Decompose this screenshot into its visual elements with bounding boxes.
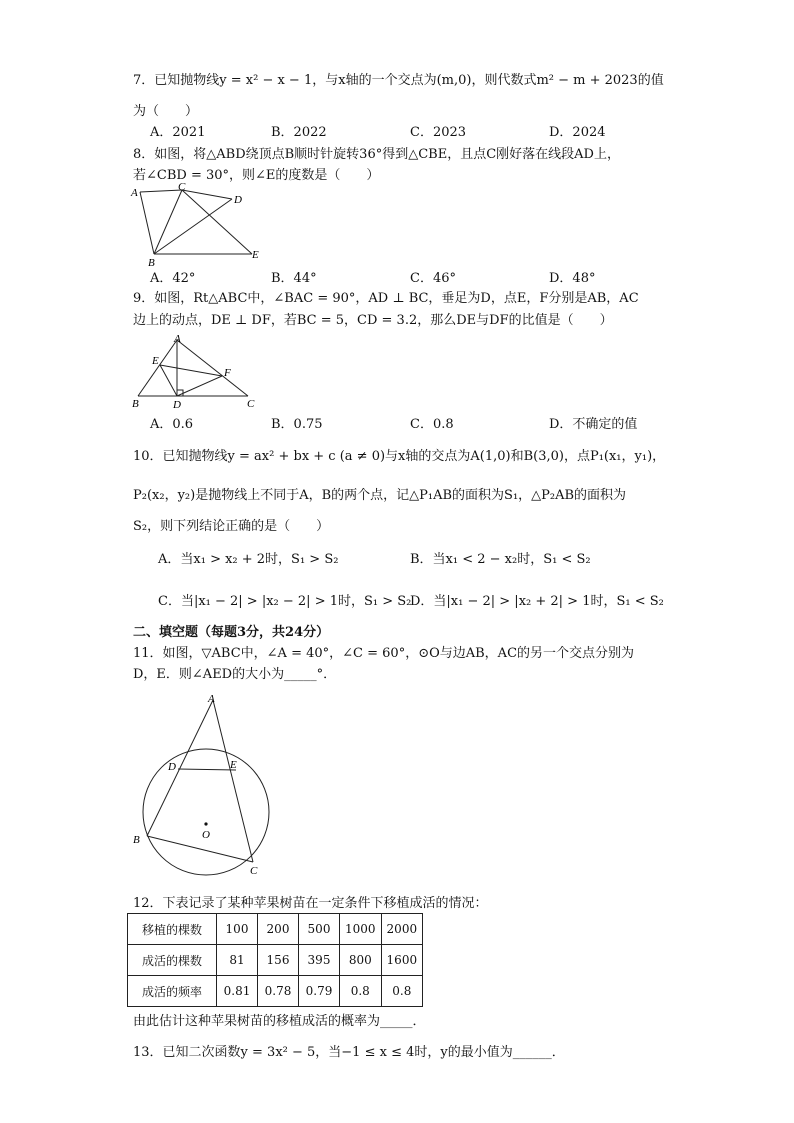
q11-label-c: C [250, 865, 258, 877]
q8-stem-line1: 8．如图，将△ABD绕顶点B顺时针旋转36°得到△CBE，且点C刚好落在线段AD上， [133, 147, 620, 162]
table-cell: 2000 [381, 914, 423, 945]
section-heading-fill-in: 二、填空题（每题3分，共24分） [133, 625, 330, 640]
q8-option-b[interactable]: B．44° [271, 271, 317, 286]
q11-label-a: A [208, 693, 215, 705]
table-cell: 1600 [381, 945, 423, 976]
q9-label-d: D [173, 399, 181, 409]
q10-stem-line1: 10．已知抛物线y = ax² + bx + c (a ≠ 0)与x轴的交点为A(1,0)和B(3,0)，点P₁(x₁，y₁)， [133, 449, 666, 464]
q8-option-a[interactable]: A．42° [150, 271, 196, 286]
q11-stem-line2: D，E．则∠AED的大小为_____°． [133, 667, 337, 682]
q11-figure [128, 688, 278, 880]
table-cell: 成活的频率 [128, 976, 217, 1007]
table-row [128, 945, 423, 976]
table-cell: 1000 [340, 914, 382, 945]
q8-option-c[interactable]: C．46° [410, 271, 456, 286]
table-cell: 0.8 [381, 976, 423, 1007]
table-cell: 100 [217, 914, 258, 945]
q10-option-a[interactable]: A．当x₁ > x₂ + 2时，S₁ > S₂ [158, 552, 339, 567]
q8-figure [128, 182, 268, 268]
q11-label-e: E [230, 759, 237, 771]
q11-center-dot [204, 822, 207, 825]
q12-stem-line1: 12．下表记录了某种苹果树苗在一定条件下移植成活的情况： [133, 896, 488, 911]
q9-stem-line2: 边上的动点，DE ⊥ DF，若BC = 5，CD = 3.2，那么DE与DF的比值是（ ） [133, 313, 613, 328]
q7-stem-line2: 为（ ） [133, 104, 199, 119]
q8-label-e: E [252, 249, 259, 261]
q8-option-d[interactable]: D．48° [549, 271, 596, 286]
table-cell: 0.81 [217, 976, 258, 1007]
table-cell: 0.8 [340, 976, 382, 1007]
table-cell: 移植的棵数 [128, 914, 217, 945]
q8-label-a: A [131, 187, 138, 199]
q11-label-b: B [133, 834, 140, 846]
q7-option-c[interactable]: C．2023 [410, 125, 467, 140]
q8-label-c: C [178, 182, 186, 193]
q7-option-b[interactable]: B．2022 [271, 125, 327, 140]
table-cell: 200 [258, 914, 299, 945]
q9-option-b[interactable]: B．0.75 [271, 417, 323, 432]
table-cell: 0.78 [258, 976, 299, 1007]
q9-label-f: F [224, 367, 231, 379]
table-cell: 0.79 [299, 976, 340, 1007]
q8-label-b: B [148, 257, 155, 268]
q9-figure [130, 333, 260, 409]
table-row [128, 976, 423, 1007]
q7-option-a[interactable]: A．2021 [150, 125, 206, 140]
q7-option-d[interactable]: D．2024 [549, 125, 606, 140]
table-cell: 81 [217, 945, 258, 976]
q7-stem-line1: 7．已知抛物线y = x² − x − 1，与x轴的一个交点为(m,0)，则代数式m² − m + 2023的值 [133, 73, 664, 88]
q11-stem-line1: 11．如图，▽ABC中，∠A = 40°，∠C = 60°，⊙O与边AB，AC的另一个交点分别为 [133, 646, 635, 661]
q9-label-c: C [247, 398, 255, 409]
q9-option-d[interactable]: D．不确定的值 [549, 417, 638, 432]
table-cell: 800 [340, 945, 382, 976]
table-cell: 395 [299, 945, 340, 976]
q9-stem-line1: 9．如图，Rt△ABC中，∠BAC = 90°，AD ⊥ BC，垂足为D，点E，F分别是AB，AC [133, 291, 639, 306]
q10-option-d[interactable]: D．当|x₁ − 2| > |x₂ + 2| > 1时，S₁ < S₂ [410, 594, 664, 609]
table-row [128, 914, 423, 945]
q10-stem-line2: P₂(x₂，y₂)是抛物线上不同于A，B的两个点，记△P₁AB的面积为S₁，△P₂AB的面积为 [133, 488, 627, 503]
q13-stem-line1: 13．已知二次函数y = 3x² − 5，当−1 ≤ x ≤ 4时，y的最小值为______． [133, 1045, 565, 1060]
q12-table [127, 913, 423, 1007]
q8-stem-line2: 若∠CBD = 30°，则∠E的度数是（ ） [133, 168, 380, 183]
q9-option-a[interactable]: A．0.6 [150, 417, 194, 432]
q10-option-c[interactable]: C．当|x₁ − 2| > |x₂ − 2| > 1时，S₁ > S₂ [158, 594, 412, 609]
q9-label-a: A [174, 333, 181, 345]
q8-label-d: D [234, 194, 242, 206]
q9-option-c[interactable]: C．0.8 [410, 417, 454, 432]
q11-label-o: O [202, 829, 210, 841]
q9-label-b: B [132, 398, 139, 409]
q9-label-e: E [152, 355, 159, 367]
q12-stem-line2: 由此估计这种苹果树苗的移植成活的概率为_____． [133, 1014, 426, 1029]
q10-stem-line3: S₂，则下列结论正确的是（ ） [133, 519, 330, 534]
table-cell: 成活的棵数 [128, 945, 217, 976]
table-cell: 500 [299, 914, 340, 945]
q10-option-b[interactable]: B．当x₁ < 2 − x₂时，S₁ < S₂ [410, 552, 591, 567]
q11-label-d: D [168, 761, 176, 773]
table-cell: 156 [258, 945, 299, 976]
